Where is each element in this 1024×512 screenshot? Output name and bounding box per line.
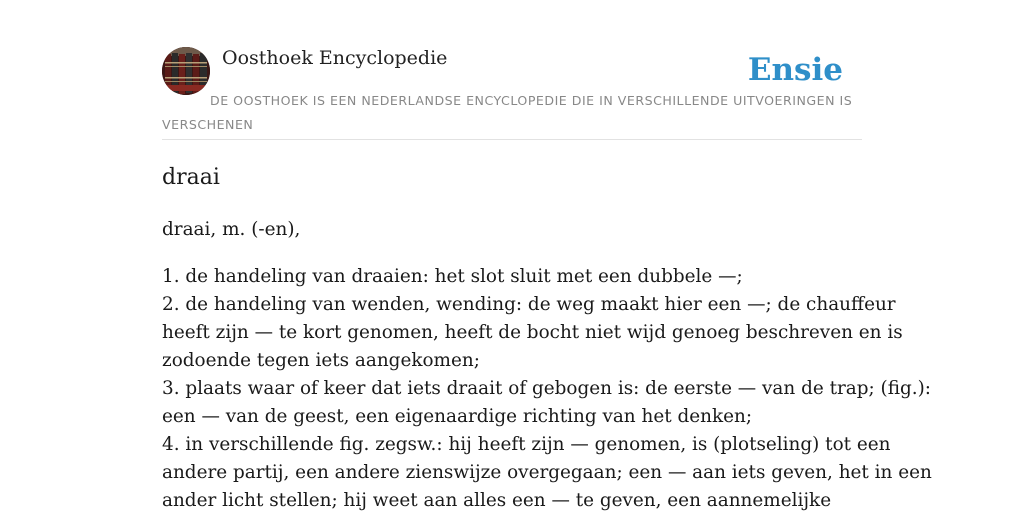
entry-line: heeft zijn — te kort genomen, heeft de bocht niet wijd genoeg beschreven en is xyxy=(162,322,903,343)
entry-line: een — van de geest, een eigenaardige richting van het denken; xyxy=(162,406,753,427)
entry-title: draai xyxy=(162,165,220,190)
entry-lead: draai, m. (-en), xyxy=(162,219,301,240)
entry-body xyxy=(162,263,932,512)
entry-line: 1. de handeling van draaien: het slot sluit met een dubbele —; xyxy=(162,266,743,287)
entry-line: 3. plaats waar of keer dat iets draait of gebogen is: de eerste — van de trap; (fig.): xyxy=(162,378,931,399)
brand-logo[interactable]: Ensie xyxy=(747,52,843,88)
site-header xyxy=(162,0,862,140)
entry-line: 2. de handeling van wenden, wending: de weg maakt hier een —; de chauffeur xyxy=(162,294,896,315)
entry-line: andere partij, een andere zienswijze overgegaan; een — aan iets geven, het in een xyxy=(162,462,932,483)
site-tagline: DE OOSTHOEK IS EEN NEDERLANDSE ENCYCLOPEDIE DIE IN VERSCHILLENDE UITVOERINGEN IS VERSCHENEN xyxy=(162,93,853,132)
book-spines-icon[interactable] xyxy=(162,47,210,95)
entry-line: zodoende tegen iets aangekomen; xyxy=(162,350,480,371)
site-name[interactable]: Oosthoek Encyclopedie xyxy=(222,47,448,69)
page xyxy=(162,0,932,511)
entry-line: ander licht stellen; hij weet aan alles een — te geven, een aannemelijke xyxy=(162,490,832,511)
avatar-image xyxy=(162,47,210,95)
entry-line: 4. in verschillende fig. zegsw.: hij heeft zijn — genomen, is (plotseling) tot een xyxy=(162,434,891,455)
